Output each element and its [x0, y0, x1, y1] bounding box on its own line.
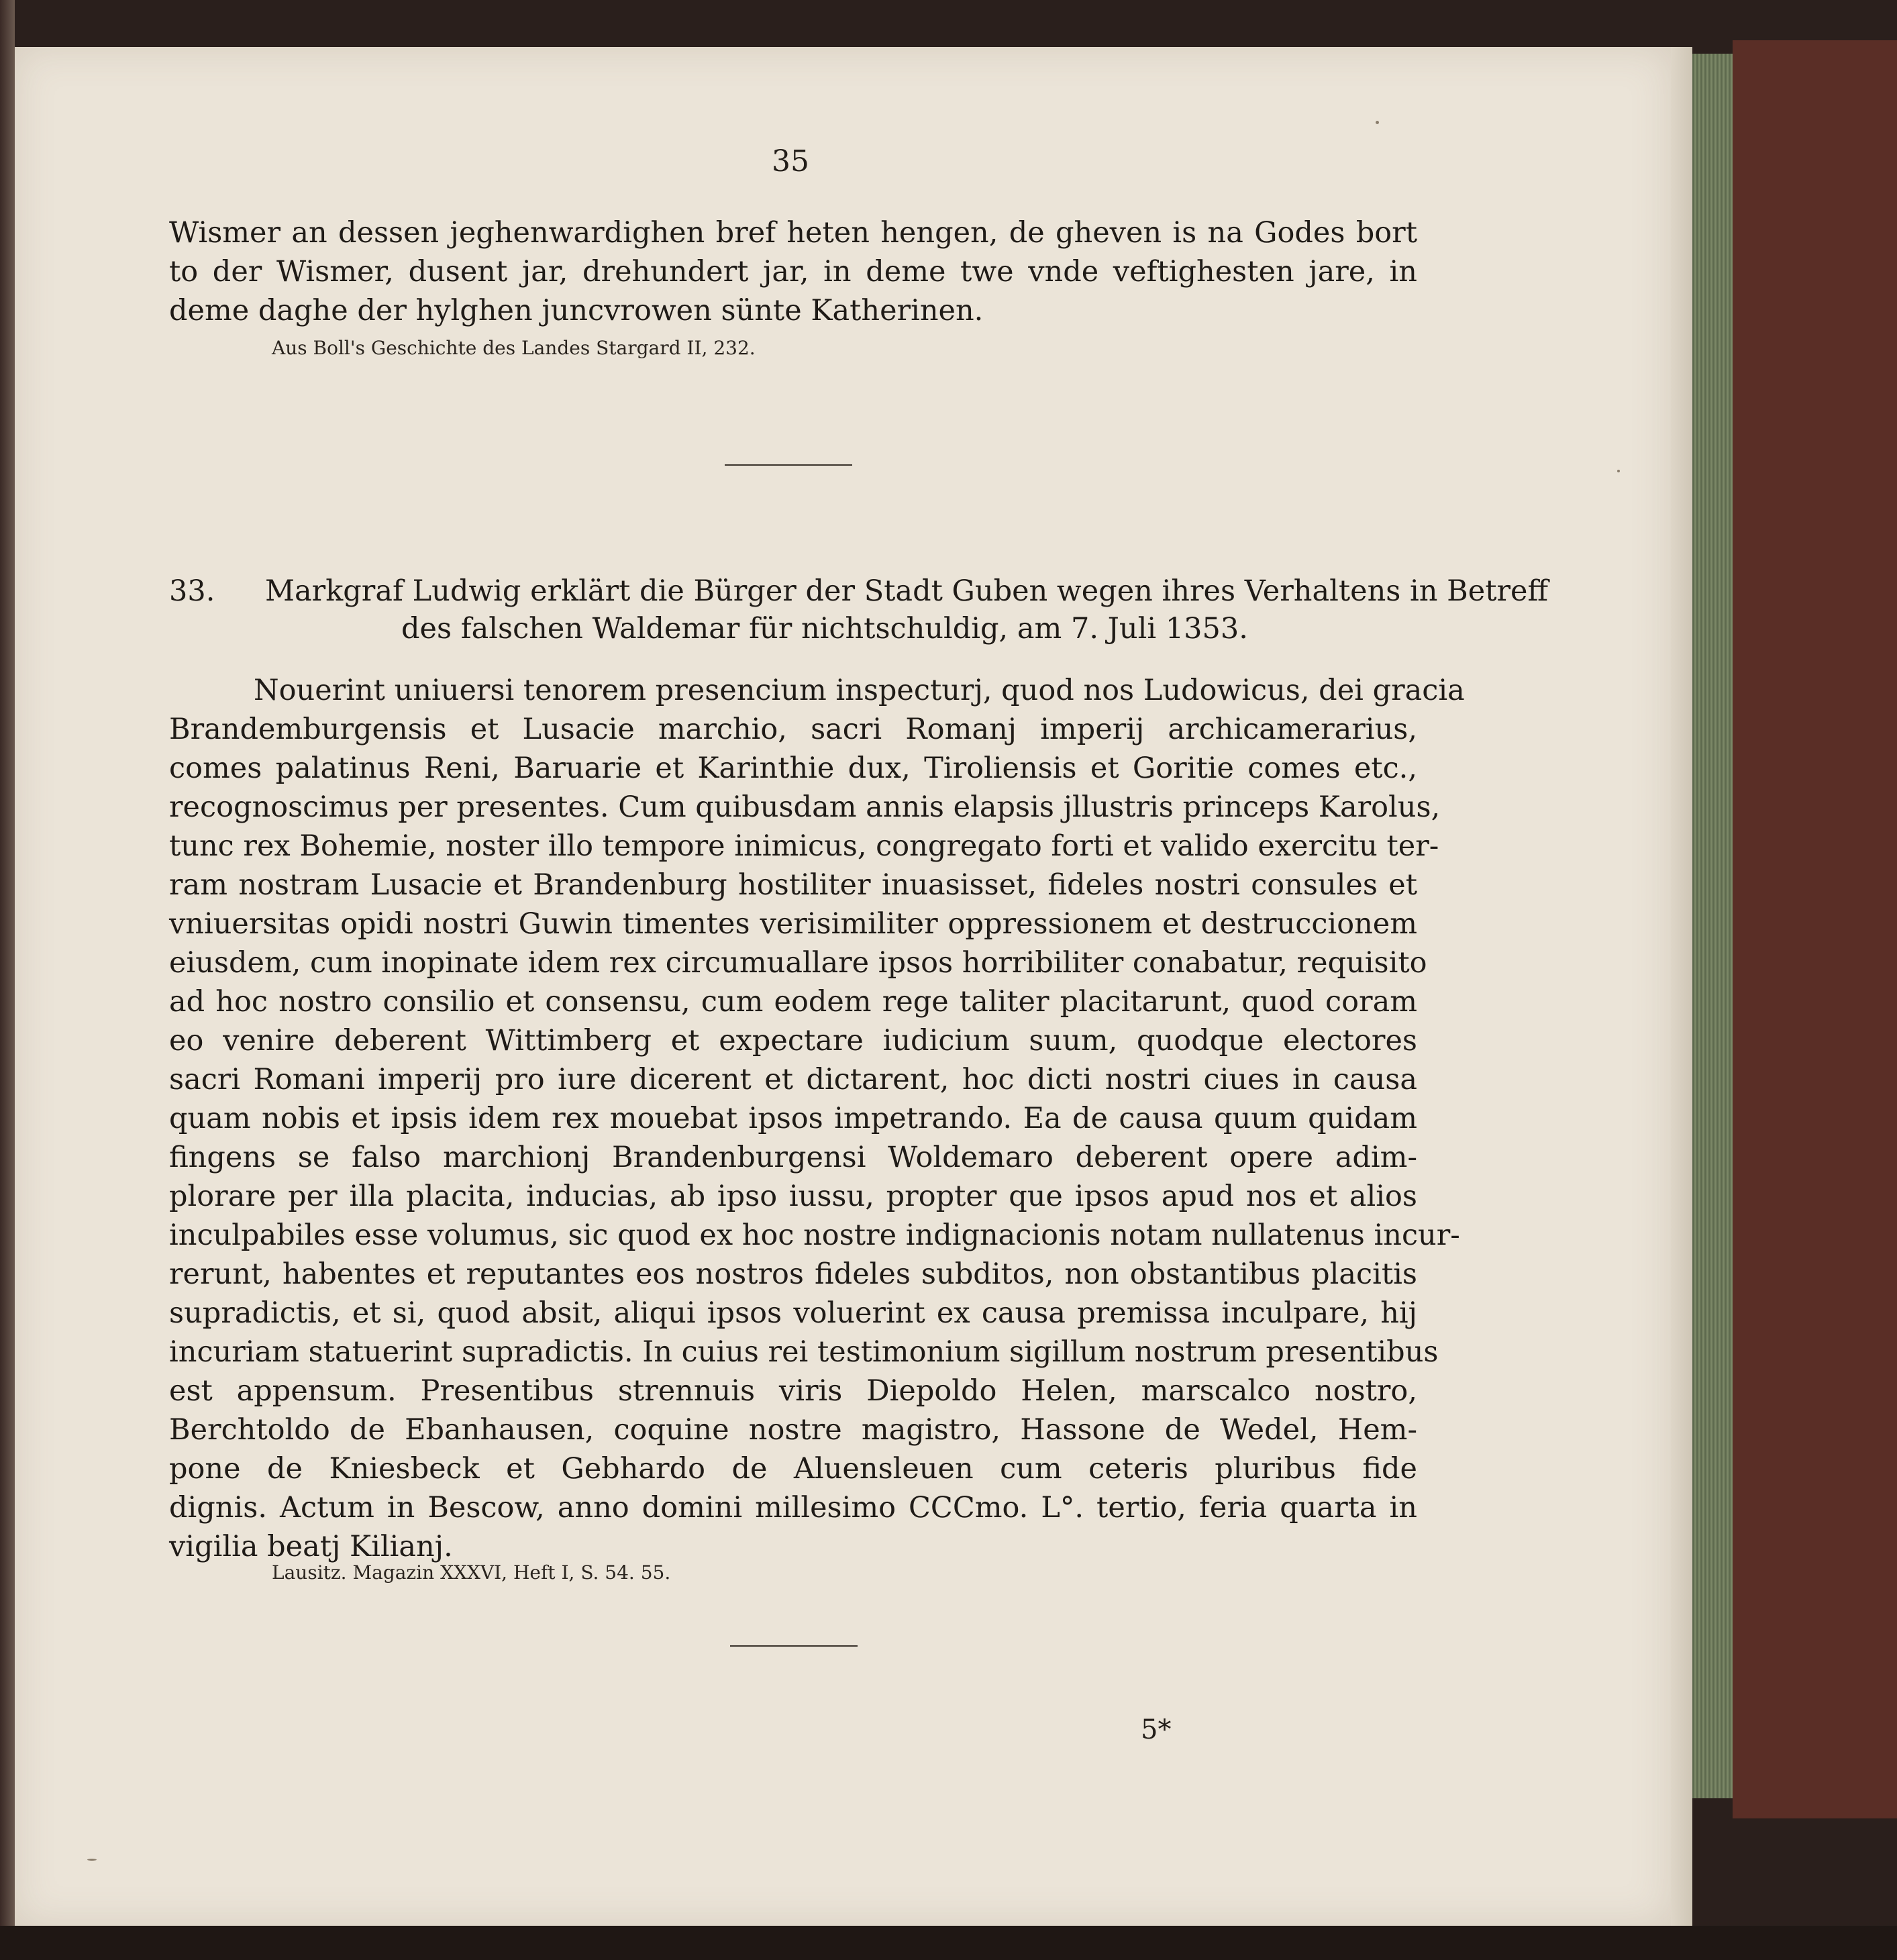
body-line-1: Nouerint uniuersi tenorem presencium inspecturj, quod nos Ludowicus, dei gracia [254, 674, 1465, 707]
body-line-3: comes palatinus Reni, Baruarie et Karinthie dux, Tiroliensis et Goritie comes etc., [169, 752, 1417, 785]
continuation-line-2: to der Wismer, dusent jar, drehundert jar, in deme twe vnde veftighesten jare, in [169, 255, 1417, 289]
body-line-5: tunc rex Bohemie, noster illo tempore inimicus, congregato forti et valido exercitu ter- [169, 829, 1439, 863]
body-line-7: vniuersitas opidi nostri Guwin timentes verisimiliter oppressionem et destruccionem [169, 907, 1417, 941]
body-line-21: pone de Kniesbeck et Gebhardo de Aluensleuen cum ceteris pluribus fide [169, 1452, 1417, 1486]
page-number: 35 [772, 144, 809, 178]
body-line-13: fingens se falso marchionj Brandenburgensi Woldemaro deberent opere adim- [169, 1141, 1417, 1174]
document-source: Lausitz. Magazin XXXVI, Heft I, S. 54. 55. [272, 1561, 671, 1584]
body-line-16: rerunt, habentes et reputantes eos nostros fideles subditos, non obstantibus placitis [169, 1257, 1417, 1291]
body-line-23: vigilia beatj Kilianj. [169, 1530, 453, 1563]
continuation-line-3: deme daghe der hylghen juncvrowen sünte Katherinen. [169, 294, 984, 327]
document-number: 33. [169, 574, 215, 608]
body-line-22: dignis. Actum in Bescow, anno domini millesimo CCCmo. L°. tertio, feria quarta in [169, 1491, 1417, 1525]
document-heading-line-2: des falschen Waldemar für nichtschuldig, am 7. Juli 1353. [401, 612, 1248, 646]
body-line-11: sacri Romani imperij pro iure dicerent et dictarent, hoc dicti nostri ciues in causa [169, 1063, 1417, 1096]
body-line-17: supradictis, et si, quod absit, aliqui ipsos voluerint ex causa premissa inculpare, hij [169, 1296, 1417, 1330]
document-heading-line-1: Markgraf Ludwig erklärt die Bürger der Stadt Guben wegen ihres Verhaltens in Betreff [265, 574, 1549, 608]
book-cover-right [1733, 40, 1897, 1818]
body-line-8: eiusdem, cum inopinate idem rex circumuallare ipsos horribiliter conabatur, requisito [169, 946, 1427, 980]
paper-speck [1376, 121, 1379, 124]
body-line-2: Brandemburgensis et Lusacie marchio, sacri Romanj imperij archicamerarius, [169, 713, 1417, 746]
body-line-18: incuriam statuerint supradictis. In cuius rei testimonium sigillum nostrum presentibus [169, 1335, 1439, 1369]
separator-rule-top [725, 464, 852, 466]
separator-rule-bottom [730, 1645, 858, 1647]
page-block-edge [1692, 54, 1733, 1798]
continuation-line-1: Wismer an dessen jeghenwardighen bref heten hengen, de gheven is na Godes bort [169, 216, 1417, 250]
body-line-15: inculpabiles esse volumus, sic quod ex hoc nostre indignacionis notam nullatenus incur- [169, 1219, 1460, 1252]
paper-speck [87, 1859, 97, 1861]
body-line-4: recognoscimus per presentes. Cum quibusdam annis elapsis jllustris princeps Karolus, [169, 790, 1441, 824]
paper-speck [1617, 470, 1620, 472]
body-line-14: plorare per illa placita, inducias, ab ipso iussu, propter que ipsos apud nos et alios [169, 1180, 1417, 1213]
body-line-19: est appensum. Presentibus strennuis viris Diepoldo Helen, marscalco nostro, [169, 1374, 1417, 1408]
body-line-6: ram nostram Lusacie et Brandenburg hostiliter inuasisset, fideles nostri consules et [169, 868, 1417, 902]
body-line-20: Berchtoldo de Ebanhausen, coquine nostre magistro, Hassone de Wedel, Hem- [169, 1413, 1417, 1447]
bottom-background [0, 1926, 1897, 1960]
continuation-source: Aus Boll's Geschichte des Landes Stargard II, 232. [272, 337, 756, 359]
page-edge-shadow [1671, 47, 1692, 1926]
left-book-spine [0, 0, 15, 1960]
body-line-10: eo venire deberent Wittimberg et expectare iudicium suum, quodque electores [169, 1024, 1417, 1058]
body-line-12: quam nobis et ipsis idem rex mouebat ipsos impetrando. Ea de causa quum quidam [169, 1102, 1417, 1135]
body-line-9: ad hoc nostro consilio et consensu, cum eodem rege taliter placitarunt, quod coram [169, 985, 1417, 1019]
signature-mark: 5* [1141, 1714, 1172, 1745]
